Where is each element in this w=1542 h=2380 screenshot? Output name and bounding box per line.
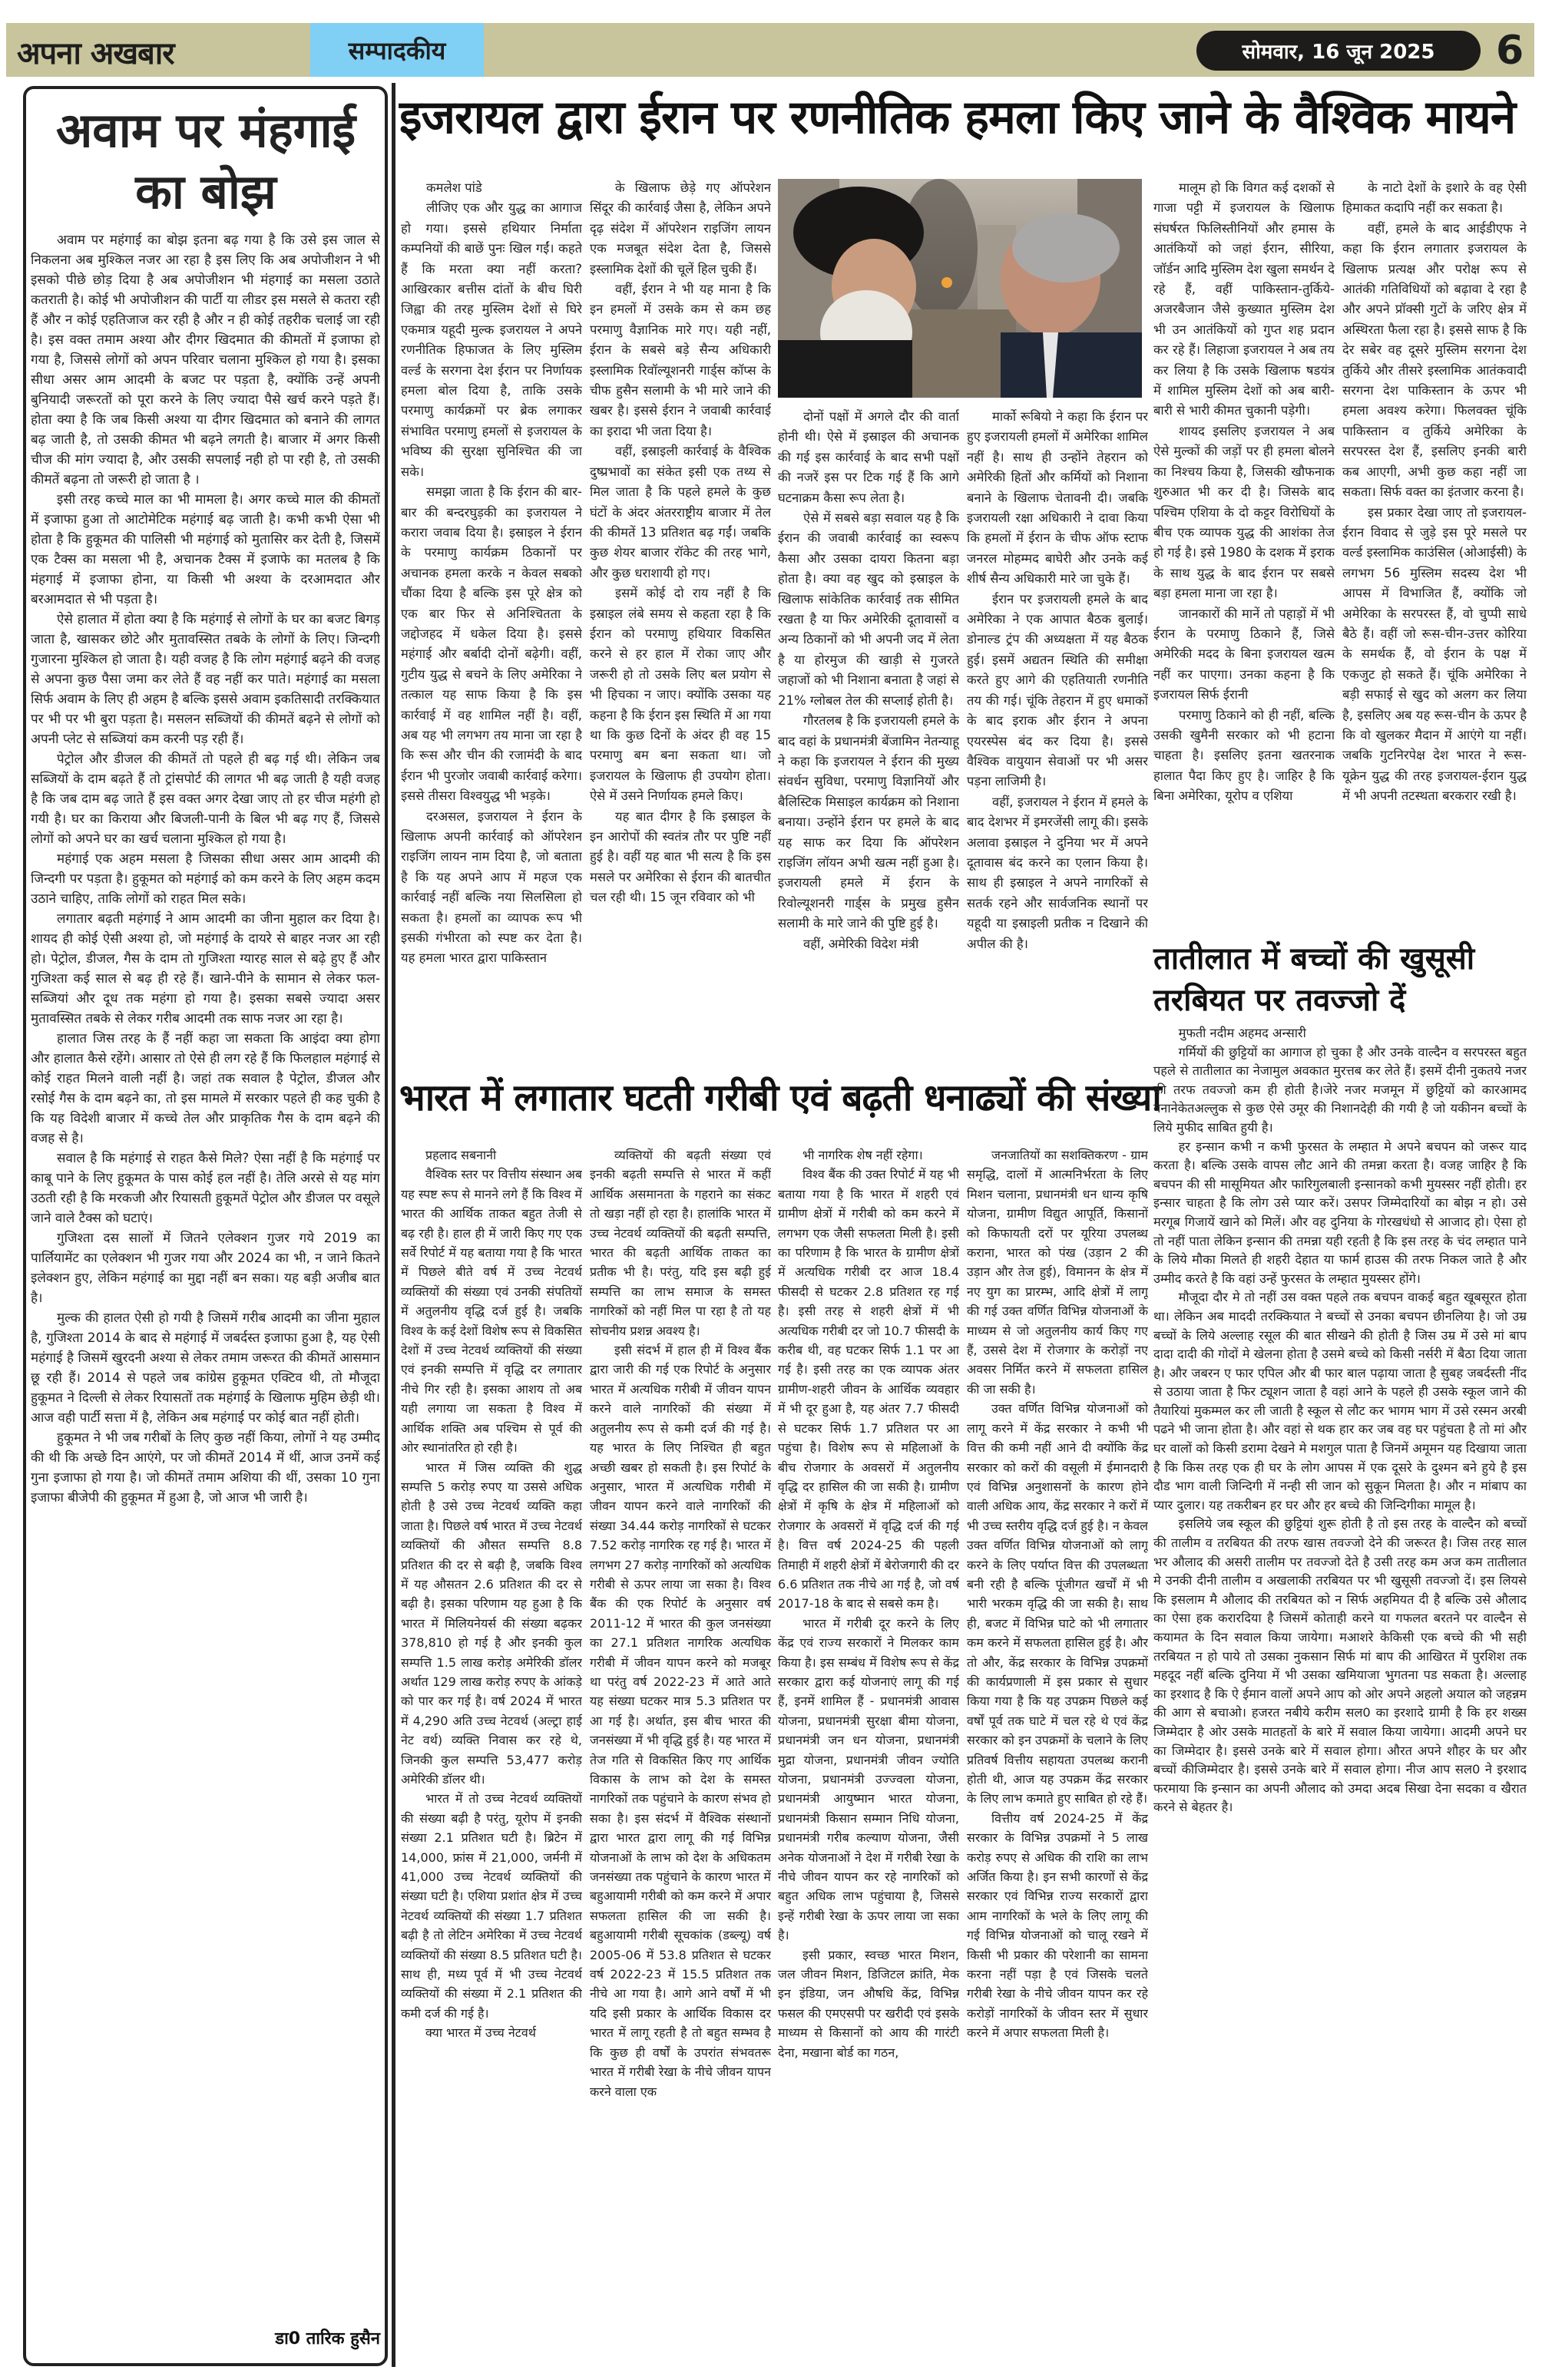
article-paragraph: ऐसे हालात में होता क्या है कि महंगाई से लोगों के घर का बजट बिगड़ जाता है, खासकर छोटे और मुतावस्सित तबके के लोगों के लिए। जिन्दगी गुजारना मुश्किल हो जाता है। यही वजह है कि लोग महंगाई बढ़ने की वजह से अपना कुछ पैसा जमा कर लेते हैं वह नहीं कर पाते। महंगाई का मसला सिर्फ अवाम के लिए ही अहम है बल्कि इससे अवाम इकतिसादी तरक्कियात पर भी पर भी बुरा पड़ता है। मसलन सब्जियों की कीमतें बढ़ने से लोगों को अपनी प्लेट से सब्जियां कम करनी पड़ रही हैं। bbox=[31, 612, 380, 747]
masthead-bar bbox=[6, 23, 1534, 77]
byline: प्रहलाद सबनानी bbox=[425, 1148, 497, 1162]
article-paragraph: भारत में तो उच्च नेटवर्थ व्यक्तियों की संख्या बढ़ी है परंतु, यूरोप में इनकी संख्या 2.1 प्रतिशत घटी है। ब्रिटेन में 14,000, फ्रांस में 21,000, जर्मनी में 41,000 उच्च नेटवर्थ व्यक्तियों की संख्या घटी है। एशिया प्रशांत क्षेत्र में उच्च नेटवर्थ व्यक्तियों की संख्या 1.7 प्रतिशत बढ़ी है तो लेटिन अमेरिका में उच्च नेटवर्थ व्यक्तियों की संख्या 8.5 प्रतिशत घटी है। साथ ही, मध्य पूर्व में भी उच्च नेटवर्थ व्यक्तियों की संख्या में 2.1 प्रतिशत की कमी दर्ज की गई है। bbox=[401, 1791, 582, 2021]
article-paragraph: वहीं, अमेरिकी विदेश मंत्री bbox=[803, 936, 919, 951]
article-paragraph: वहीं, हमले के बाद आईडीएफ ने कहा कि ईरान लगातार इजरायल के खिलाफ प्रत्यक्ष और परोक्ष रूप से आतंकी गतिविधियों को बढ़ावा दे रहा है और अपने प्रॉक्सी गुटों के जरिए क्षेत्र में अस्थिरता फैला रहा है। इससे साफ है कि देर सबेर वह दूसरे मुस्लिम सरगना देश तुर्किये और तीसरे इस्लामिक आतंकवादी सरगना देश पाकिस्तान के ऊपर भी हमला अवश्य करेगा। फिलवक्त चूंकि पाकिस्तान व तुर्किये अमेरिका के सरपरस्त देश हैं, इसलिए इनकी बारी कब आएगी, अभी कुछ कहा नहीं जा सकता। सिर्फ वक्त का इंतजार करना है। bbox=[1342, 220, 1527, 500]
lead-column-6 bbox=[1342, 178, 1527, 927]
article-paragraph: जनजातियों का सशक्तिकरण - ग्राम समृद्धि, दालों में आत्मनिर्भरता के लिए मिशन चलाना, प्रधानमंत्री धन धान्य कृषि योजना, ग्रामीण विद्युत आपूर्ति, किसानों को किफायती दरों पर यूरिया उपलब्ध कराना, भारत को पंख (उड़ान 2 की उड़ान और तेज हुई), विमानन के क्षेत्र में नए युग का प्रारम्भ, आदि क्षेत्रों में लागू की गई उक्त वर्णित विभिन्न योजनाओं के माध्यम से जो अतुलनीय कार्य किए गए हैं, उससे देश में रोजगार के करोड़ों नए अवसर निर्मित करने में सफलता हासिल की जा सकी है। bbox=[967, 1148, 1148, 1397]
poverty-column-2 bbox=[590, 1145, 771, 2366]
article-paragraph: भी नागरिक शेष नहीं रहेगा। bbox=[802, 1148, 923, 1162]
article-paragraph: भारत में जिस व्यक्ति की शुद्ध सम्पत्ति 5 करोड़ रुपए या उससे अधिक होती है उसे उच्च नेटवर्थ व्यक्ति कहा जाता है। पिछले वर्ष भारत में उच्च नेटवर्थ व्यक्तियों की औसत सम्पत्ति 8.8 प्रतिशत की दर से बढ़ी है, जबकि विश्व में यह औसतन 2.6 प्रतिशत की दर से बढ़ी है। इसका परिणाम यह हुआ है कि भारत में मिलियनेयर्स की संख्या बढ़कर 378,810 हो गई है और इनकी कुल सम्पत्ति 1.5 लाख करोड़ अमेरिकी डॉलर अर्थात 129 लाख करोड़ रुपए के आंकड़े को पार कर गई है। वर्ष 2024 में भारत में 4,290 अति उच्च नेटवर्थ (अल्ट्रा हाई नेट वर्थ) व्यक्ति निवास कर रहे थे, जिनकी कुल सम्पत्ति 53,477 करोड़ अमेरिकी डॉलर थी। bbox=[401, 1459, 582, 1787]
children-body bbox=[1153, 1024, 1527, 2329]
article-paragraph: ऐसे में सबसे बड़ा सवाल यह है कि ईरान की जवाबी कार्रवाई का स्वरूप कैसा और उसका दायरा कितना बड़ा होता है। क्या वह खुद को इस्राइल के खिलाफ सांकेतिक कार्रवाई तक सीमित रखता है या फिर अमेरिकी दूतावासों व अन्य ठिकानों को भी अपनी जद में लेता है या होरमुज की खाड़ी से गुजरते जहाजों को भी निशाना बनाता है जहां से 21% ग्लोबल तेल की सप्लाई होती है। bbox=[778, 511, 959, 708]
article-paragraph: इसी संदर्भ में हाल ही में विश्व बैंक द्वारा जारी की गई एक रिपोर्ट के अनुसार भारत में अत्यधिक गरीबी में जीवन यापन करने वाले नागरिकों की संख्या में अतुलनीय रूप से कमी दर्ज की गई है। यह भारत के लिए निश्चित ही बहुत अच्छी खबर हो सकती है। इस रिपोर्ट के अनुसार, भारत में अत्यधिक गरीबी में जीवन यापन करने वाले नागरिकों की संख्या 34.44 करोड़ नागरिकों से घटकर 7.52 करोड़ नागरिक रह गई है। भारत में लगभग 27 करोड़ नागरिकों को अत्यधिक गरीबी से ऊपर लाया जा सका है। विश्व बैंक की एक रिपोर्ट के अनुसार वर्ष 2011-12 में भारत की कुल जनसंख्या का 27.1 प्रतिशत नागरिक अत्यधिक गरीबी में जीवन यापन करने को मजबूर था परंतु वर्ष 2022-23 में आते आते यह संख्या घटकर मात्र 5.3 प्रतिशत पर आ गई है। अर्थात, इस बीच भारत की जनसंख्या में भी वृद्धि हुई है। यह भारत में तेज गति से विकसित किए गए आर्थिक विकास के लाभ को देश के समस्त नागरिकों तक पहुंचाने के कारण संभव हो सका है। इस संदर्भ में वैश्विक संस्थानों द्वारा भारत द्वारा लागू की गई विभिन्न योजनाओं के लाभ को देश के अधिकतम जनसंख्या तक पहुंचाने के कारण भारत में बहुआयामी गरीबी को कम करने में अपार सफलता हासिल की जा सकी है। बहुआयामी गरीबी सूचकांक (डब्ल्यू) वर्ष 2005-06 में 53.8 प्रतिशत से घटकर वर्ष 2022-23 में 15.5 प्रतिशत तक नीचे आ गया है। आगे आने वर्षों में भी यदि इसी प्रकार के आर्थिक विकास दर भारत में लागू रहती है तो बहुत सम्भव है कि कुछ ही वर्षों के उपरांत संभवतरू भारत में गरीबी रेखा के नीचे जीवन यापन करने वाला एक bbox=[590, 1343, 771, 2099]
poverty-headline: भारत में लगातार घटती गरीबी एवं बढ़ती धनाढ्यों की संख्या bbox=[399, 1076, 1161, 1119]
article-paragraph: इसी तरह कच्चे माल का भी मामला है। अगर कच्चे माल की कीमतों में इजाफा हुआ तो आटोमेटिक महंगाई बढ़ जाती है। कभी कभी ऐसा भी होता है कि हुकूमत की पालिसी भी महंगाई को मुतासिर कर देती है, जिसमें एक टैक्स का मसला भी है, अचानक टैक्स में इजाफे का मतलब है कि मंहगाई में इजाफा होना, या किसी भी अश्या के दरआमदात और बरआमदात से भी पड़ता है। bbox=[31, 492, 380, 607]
article-paragraph: इस प्रकार देखा जाए तो इजरायल-ईरान विवाद से जुड़े इस पूरे मसले पर वर्ल्ड इस्लामिक काउंसिल (ओआईसी) के लगभग 56 मुस्लिम सदस्य देश भी आपस में विभाजित हैं, क्योंकि जो अमेरिका के सरपरस्त हैं, वो चुप्पी साधे बैठे हैं। वहीं जो रूस-चीन-उत्तर कोरिया के समर्थक हैं, वो ईरान के पक्ष में एकजुट हो सकते हैं। चूंकि अमेरिका ने बड़ी सफाई से खुद को अलग कर लिया है, इसलिए अब यह रूस-चीन के ऊपर है कि वो खुलकर मैदान में आएंगे या नहीं। जबकि गुटनिरपेक्ष देश भारत ने रूस-यूक्रेन युद्ध की तरह इजरायल-ईरान युद्ध में भी अपनी तटस्थता बरकरार रखी है। bbox=[1342, 504, 1527, 804]
editorial-body bbox=[31, 230, 380, 2296]
article-paragraph: पेट्रोल और डीजल की कीमतें तो पहले ही बढ़ गई थी। लेकिन जब सब्जियों के दाम बढ़ते हैं तो ट्रांसपोर्ट की लागत भी बढ़ जाती है यही वजह है कि जब दाम बढ़ जाते हैं इस वक्त अगर देखा जाए तो हर चीज महंगी हो गयी है। घर का किराया और बिजली-पानी के बिल भी बढ़ गए हैं, जिससे लोगों को अपने घर का खर्च चलाना मुश्किल हो गया है। bbox=[31, 752, 380, 847]
section-tag: सम्पादकीय bbox=[310, 23, 484, 77]
editorial-author: डा0 तारिक हुसैन bbox=[275, 2329, 380, 2349]
article-paragraph: वहीं, ईरान ने भी यह माना है कि इन हमलों में उसके कम से कम छह परमाणु वैज्ञानिक मारे गए। यही नहीं, ईरान के सबसे बड़े सैन्य अधिकारी इस्लामिक रिवॉल्यूशनरी गार्ड्स कॉप्स के चीफ हुसैन सलामी के भी मारे जाने की खबर है। इससे ईरान ने जवाबी कार्रवाई का इरादा भी जता दिया है। bbox=[590, 282, 771, 438]
article-paragraph: भारत में गरीबी दूर करने के लिए केंद्र एवं राज्य सरकारों ने मिलकर काम किया है। इस सम्बंध में विशेष रूप से केंद्र सरकार द्वारा कई योजनाएं लागू की गई हैं, इनमें शामिल हैं - प्रधानमंत्री आवास योजना, प्रधानमंत्री सुरक्षा बीमा योजना, प्रधानमंत्री जन धन योजना, प्रधानमंत्री मुद्रा योजना, प्रधानमंत्री जीवन ज्योति योजना, प्रधानमंत्री उज्ज्वला योजना, प्रधानमंत्री आयुष्मान भारत योजना, प्रधानमंत्री किसान सम्मान निधि योजना, प्रधानमंत्री गरीब कल्याण योजना, जैसी अनेक योजनाओं ने देश में गरीबी रेखा के नीचे जीवन यापन कर रहे नागरिकों को बहुत अधिक लाभ पहुंचाया है, जिससे इन्हें गरीबी रेखा के ऊपर लाया जा सका है। bbox=[778, 1615, 959, 1943]
leaders-photo bbox=[778, 179, 1142, 398]
article-paragraph: इसलिये जब स्कूल की छुट्टियां शुरू होती है तो इस तरह के वाल्दैन को बच्चों की तालीम व तरबियत की तरफ खास तवज्जो देने की जरूरत है। जिस तरह साल भर औलाद की असरी तालीम पर तवज्जो देते है उसी तरह कम अज कम तातीलात मे उनकी दीनी तालीम व अखलाकी तरबियत पर भी खुसूसी तवज्जो दें। इस लियसे कि इसलाम मै औलाद की तरबियत को न सिर्फ अहमियत दी है बल्कि उसे औलाद का ऐसा हक करारदिया है जिसमें कोताही करने या गफलत बरतने पर वाल्दैन से कयामत के दिन सवाल किया जायेगा। मआशरे केकिसी एक बच्चे की भी सही तरबियत न हो पाये तो उसका नुकसान सिर्फ मां बाप की आखिरत में पुरशिश तक महदूद नहीं बल्कि दुनिया में भी उसका खमियाजा भुगतना पड सकता है। अल्लाह का इरशाद है कि ऐ ईमान वालों अपने आप को ओर अपने अहलो अयाल को जहन्नम की आग से बचाओ। हजरत नबीये करीम सल0 का इरशादे ग्रामी है कि हर शख्स जिम्मेदार है ओर उसके मातहतों के बारे में सवाल किया जायेगा। आदमी अपने घर का जिम्मेदार है। इससे उनके बारे में सवाल होगा। औरत अपने शौहर के घर और बच्चों कीजिम्मेदार है। इससे उनके बारे में सवाल होगा। नीज आप सल0 ने इरशाद फरमाया कि इन्सान का अपनी औलाद को उमदा अदब सिखा देना सदका व खैरात करने से बेहतर है। bbox=[1153, 1516, 1527, 1815]
poverty-column-1 bbox=[401, 1145, 582, 2366]
lead-column-1 bbox=[401, 178, 582, 1069]
newspaper-brand: अपना अखबार bbox=[17, 36, 174, 71]
children-headline: तातीलात में बच्चों की खुसूसी तरबियत पर तवज्जो दें bbox=[1153, 941, 1475, 1018]
page-number: 6 bbox=[1496, 28, 1524, 74]
article-paragraph: मौजूदा दौर मे तो नहीं उस वक्त पहले तक बचपन वाकई बहुत खूबसूरत होता था। लेकिन अब माददी तरक्कियात ने बच्चों से उनका बचपन छीनलिया है। जो उम्र बच्चों के लिये अल्लाह रसूल की बात सीखने की होती है जिस उम्र में उसे मां बाप दादा दादी की गोदों मे खेलना होता है उसमे बच्चे को किसी नर्सरी में बैठा दिया जाता है। और जबरन ए फार एपिल और बी फार बाल पढ़ाया जाता है सुबह जबर्दस्ती नींद से उठाया जाता है फिर ट्यूशन जाता है वहां आने के पहले ही उसके स्कूल जाने की तैयारियां मुकम्मल कर ली जाती है स्कूल से लौट कर भागम भाग में उसे रस्मन अरबी पढने भी जाना होता है। और वहां से थक हार कर जब वह घर पहुंचता है तो मां और घर वालों को किसी डरामा देखने मे मशगुल पाता है जिनमें अमूमन यह दिखाया जाता है कि किस तरह एक ही घर के लोग आपस में एक दूसरे के दुश्मन बने हुये है इस दौड भाग वाली जिन्दिगी में नन्ही सी जान को सुकून मिलता है। और न मांबाप का प्यार दुलार। यह तकरीबन हर घर और हर बच्चे की जिन्दिगीका मामूल है। bbox=[1153, 1290, 1527, 1512]
article-paragraph: सवाल है कि महंगाई से राहत कैसे मिले? ऐसा नहीं है कि महंगाई पर काबू पाने के लिए हुकूमत के पास कोई हल नहीं है। तेलि अरसे से यह मांग उठती रही है कि मरकजी और रियासती हुकूमतें पेट्रोल और डीजल पर वसूले जाने वाले टैक्स को घटाएं। bbox=[31, 1151, 380, 1226]
article-paragraph: व्यक्तियों की बढ़ती संख्या एवं इनकी बढ़ती सम्पत्ति से भारत में कहीं आर्थिक असमानता के गहराने का संकट तो खड़ा नहीं हो रहा है। हालांकि भारत में उच्च नेटवर्थ व्यक्तियों की बढ़ती सम्पत्ति, भारत की बढ़ती आर्थिक ताकत का प्रतीक भी है। परंतु, यदि इस बढ़ी हुई सम्पत्ति का लाभ समाज के समस्त नागरिकों को नहीं मिल पा रहा है तो यह सोचनीय प्रशन्न अवश्य है। bbox=[590, 1148, 771, 1338]
article-paragraph: हुकूमत ने भी जब गरीबों के लिए कुछ नहीं किया, लोगों ने यह उम्मीद की थी कि अच्छे दिन आएंगे, पर जो कीमतें 2014 में थीं, आज उनमें कई गुना इजाफा हो गया है। जो कीमतें तमाम अशिया की थीं, उसका 10 गुना इजाफा बीजेपी की हुकूमत में हुआ है, जो आज भी जारी है। bbox=[31, 1430, 380, 1506]
date-badge: सोमवार, 16 जून 2025 bbox=[1196, 31, 1481, 71]
article-paragraph: वित्तीय वर्ष 2024-25 में केंद्र सरकार के विभिन्न उपक्रमों ने 5 लाख करोड़ रुपए से अधिक की राशि का लाभ अर्जित किया है। इन सभी कारणों से केंद्र सरकार एवं विभिन्न राज्य सरकारों द्वारा आम नागरिकों के भले के लिए लागू की गई विभिन्न योजनाओं को चालू रखने में किसी भी प्रकार की परेशानी का सामना करना नहीं पड़ा है एवं जिसके चलते गरीबी रेखा के नीचे जीवन यापन कर रहे करोड़ों नागरिकों के जीवन स्तर में सुधार करने में अपार सफलता मिली है। bbox=[967, 1810, 1148, 2041]
poverty-column-4 bbox=[967, 1145, 1148, 2366]
article-paragraph: ईरान पर इजरायली हमले के बाद अमेरिका ने एक आपात बैठक बुलाई। डोनाल्ड ट्रंप की अध्यक्षता में यह बैठक हुई। इसमें अद्यतन स्थिति की समीक्षा करते हुए आगे की एहतियाती रणनीति तय की गई। चूंकि तेहरान में हुए धमाकों के बाद इराक और ईरान ने अपना एयरस्पेस बंद कर दिया है। इससे वैश्विक वायुयान सेवाओं पर भी असर पड़ना लाजिमी है। bbox=[967, 591, 1148, 789]
lead-column-4 bbox=[967, 407, 1148, 1069]
lead-column-5 bbox=[1153, 178, 1335, 927]
article-paragraph: इसी प्रकार, स्वच्छ भारत मिशन, जल जीवन मिशन, डिजिटल क्रांति, मेक इन इंडिया, जन औषधि केंद्र, विभिन्न फसल की एमएसपी पर खरीदी एवं इसके माध्यम से किसानों को आय की गारंटी देना, मखाना बोर्ड का गठन, bbox=[778, 1947, 959, 2060]
article-paragraph: के नाटो देशों के इशारे के वह ऐसी हिमाकत कदापि नहीं कर सकता है। bbox=[1342, 180, 1527, 216]
article-paragraph: लीजिए एक और युद्ध का आगाज हो गया। इससे हथियार निर्माता कम्पनियों की बाछें पुनः खिल गईं। कहते हैं कि मरता क्या नहीं करता? आखिरकार बत्तीस दांतों के बीच घिरी जिह्वा की तरह मुस्लिम देशों से घिरे एकमात्र यहूदी मुल्क इजरायल ने अपने रणनीतिक हिफाजत के लिए मुस्लिम वर्ल्ड के सरगना देश ईरान पर निर्णायक हमला बोल दिया है, ताकि उसके परमाणु कार्यक्रमों पर ब्रेक लगाकर संभावित परमाणु हमलों से इजरायल के भविष्य की सुरक्षा सुनिश्चित की जा सके। bbox=[401, 200, 582, 479]
article-paragraph: इसमें कोई दो राय नहीं है कि इस्राइल लंबे समय से कहता रहा है कि ईरान को परमाणु हथियार विकसित करने से हर हाल में रोका जाए और जरूरी हो तो उसके लिए बल प्रयोग से भी हिचका न जाए। क्योंकि उसका यह कहना है कि ईरान इस स्थिति में आ गया था कि कुछ दिनों के अंदर ही वह 15 परमाणु बम बना सकता था। जो इजरायल के खिलाफ ही उपयोग होता। ऐसे में उसने निर्णायक हमले किए। bbox=[590, 586, 771, 804]
article-paragraph: यह बात दीगर है कि इस्राइल के इन आरोपों की स्वतंत्र तौर पर पुष्टि नहीं हुई है। वहीं यह बात भी सत्य है कि इस मसले पर अमेरिका से ईरान की बातचीत चल रही थी। 15 जून रविवार को भी bbox=[590, 808, 771, 905]
article-paragraph: गौरतलब है कि इजरायली हमले के बाद वहां के प्रधानमंत्री बेंजामिन नेतन्याहू ने कहा कि इजरायल ने ईरान की मुख्य संवर्धन सुविधा, परमाणु विज्ञानियों और बैलिस्टिक मिसाइल कार्यक्रम को निशाना बनाया। उन्होंने ईरान पर हमले के बाद यह साफ कर दिया कि ऑपरेशन राइजिंग लॉयन अभी खत्म नहीं हुआ है। इजरायली हमले में ईरान के रिवोल्यूशनरी गार्ड्स के प्रमुख हुसैन सलामी के मारे जाने की पुष्टि हुई है। bbox=[778, 713, 959, 931]
lead-column-3 bbox=[778, 407, 959, 1069]
article-paragraph: जानकारों की मानें तो पहाड़ों में भी ईरान के परमाणु ठिकाने हैं, जिसे अमेरिकी मदद के बिना इजरायल खत्म नहीं कर पाएगा। उनका कहना है कि इजरायल सिर्फ ईरानी bbox=[1153, 606, 1335, 702]
editorial-title: अवाम पर मंहगाई का बोझ bbox=[55, 102, 356, 220]
article-paragraph: गुजिश्ता दस सालों में जितने एलेक्शन गुजर गये 2019 का पार्लियामेंट का एलेक्शन भी गुजर गया और 2024 का भी, न जाने कितने इलेक्शन हुए, लेकिन महंगाई का मुद्दा नहीं बन सका। यह बड़ी अजीब बात है। bbox=[31, 1231, 380, 1306]
leaders-photo-illustration bbox=[778, 179, 1142, 398]
article-paragraph: लगातार बढ़ती महंगाई ने आम आदमी का जीना मुहाल कर दिया है। शायद ही कोई ऐसी अश्या हो, जो महंगाई के दायरे से बाहर नजर आ रही हो। पेट्रोल, डीजल, गैस के दाम तो गुजिश्ता ग्यारह साल से बढ़े हुए हैं और गुजिश्ता कई साल से बढ़ ही रहे हैं। खाने-पीने के सामान से लेकर फल-सब्जियां और दूध तक महंगा हो गया है। इसका सबसे ज्यादा असर मुतावस्सित तबके से लेकर गरीब आदमी तक साफ नजर आ रहा है। bbox=[31, 911, 380, 1026]
article-paragraph: मालूम हो कि विगत कई दशकों से गाजा पट्टी में इजरायल के खिलाफ संघर्षरत फिलिस्तीनियों और हमास के आतंकियों को जहां ईरान, सीरिया, जॉर्डन आदि मुस्लिम देश खुला समर्थन दे रहे हैं, वहीं पाकिस्तान-तुर्किये-अजरबैजान जैसे कुख्यात मुस्लिम देश भी उन आतंकियों को गुप्त शह प्रदान कर रहे हैं। लिहाजा इजरायल ने अब तय कर लिया है कि उसके खिलाफ षडयंत्र में शामिल मुस्लिम देशों को अब बारी-बारी से भारी कीमत चुकानी पड़ेगी। bbox=[1153, 180, 1335, 418]
article-paragraph: वहीं, इस्राइली कार्रवाई के वैश्विक दुष्प्रभावों का संकेत इसी एक तथ्य से मिल जाता है कि पहले हमले के कुछ घंटों के अंदर अंतरराष्ट्रीय बाजार में तेल की कीमतें 13 प्रतिशत बढ़ गईं। जबकि कुछ शेयर बाजार रॉकेट की तरह भागे, और कुछ धराशायी हो गए। bbox=[590, 444, 771, 580]
lead-column-2 bbox=[590, 178, 771, 1069]
article-paragraph: गर्मियों की छुट्टियों का आगाज हो चुका है और उनके वाल्दैन व सरपरस्त बहुत पहले से तातीलात का नेजामुल अवकात मुरत्तब कर लेते हैं। इसमें दीनी नुकतये नजर की तरफ तवज्जो कम ही होती है।जेरे नजर मजमून में छुट्टियों को कारआमद बनानेकेतअल्लुक से कुछ ऐसे उमूर की निशानदेही की गयी है जो यकीनन बच्चों के लिये मुफीद साबित हुयी है। bbox=[1153, 1044, 1527, 1135]
article-paragraph: अवाम पर महंगाई का बोझ इतना बढ़ गया है कि उसे इस जाल से निकलना अब मुश्किल नजर आ रहा है इस लिए कि अब अपोजीशन ने भी इसको पीछे छोड़ दिया है अब अपोजीशन भी मंहगाई का मसला उठाते कतराती है। कोई भी अपोजीशन की पार्टी या लीडर इस मसले से कतरा रही हैं और न कोई एहतिजाज कर रही है और न ही कोई तहरीक चलाई जा रही है। इस वक्त तमाम अश्या और दीगर खिदमात की कीमतों में इजाफा हो गया है, जिससे लोगों को अपन परिवार चलाना मुश्किल हो गया है। इसका सीधा असर आम आदमी के बजट पर पड़ता है, क्योंकि उन्हें अपनी बुनियादी जरूरतों को पूरा करने के लिए ज्यादा पैसे खर्च करने पड़ते हैं। होता क्या है कि जब किसी अश्या या दीगर खिदमात को बनाने की लागत बढ़ जाती है, तो उसकी कीमत भी बढ़ने लगती है। बाजार में अगर किसी चीज की मांग ज्यादा है, और उसकी सपलाई नही हो पा रही है, तो उसकी कीमतें बढ़ना तो जरूरी हो जाता है । bbox=[31, 233, 380, 488]
article-paragraph: उक्त वर्णित विभिन्न योजनाओं को लागू करने में केंद्र सरकार ने कभी भी वित्त की कमी नहीं आने दी क्योंकि केंद्र सरकार को करों की वसूली में ईमानदारी एवं विभिन्न अनुशासनों के कारण होने वाली अधिक आय, केंद्र सरकार ने करों में भी उच्च स्तरीय वृद्धि दर्ज हुई है। न केवल उक्त वर्णित विभिन्न योजनाओं को लागू करने के लिए पर्याप्त वित्त की उपलब्धता बनी रही है बल्कि पूंजीगत खर्चों में भी भारी भरकम वृद्धि की जा सकी है। साथ ही, बजट में विभिन्न घाटे को भी लगातार कम करने में सफलता हासिल हुई है। और तो और, केंद्र सरकार के विभिन्न उपक्रमों की कार्यप्रणाली में इस प्रकार से सुधार किया गया है कि यह उपक्रम पिछले कई वर्षों पूर्व तक घाटे में चल रहे थे एवं केंद्र सरकार को इन उपक्रमों के चलाने के लिए प्रतिवर्ष वित्तीय सहायता उपलब्ध करानी होती थी, आज यह उपक्रम केंद्र सरकार के लिए लाभ कमाते हुए साबित हो रहे हैं। bbox=[967, 1401, 1148, 1806]
article-paragraph: हर इन्सान कभी न कभी फुरसत के लम्हात मे अपने बचपन को जरूर याद करता है। बल्कि उसके वापस लौट आने की तमन्ना करता है। वजह जाहिर है कि बचपन की सी मासूमियत और फारिगुलबाली इन्सानको कभी मुयस्सर नहीं होती। हर इन्सार चाहता है कि लोग उसे प्यार करें। उसपर जिम्मेदारियों का बोझ न हो। उसे मरगूब गिजायें खाने को मिलें। और वह दुनिया के गोरखधंधो से आजाद हो। ऐसा हो तो नहीं पाता लेकिन इन्सान की तमन्ना यही रहती है कि इस तरह के चंद लम्हात पाने के लिये मौका मिलते ही शहरी देहात या फार्म हाउस की तरफ निकल जाते है और उम्मीद करते है कि वहां उन्हें फुरसत के लम्हात मुयस्सर होंगे। bbox=[1153, 1139, 1527, 1286]
article-paragraph: समझा जाता है कि ईरान की बार-बार की बन्दरघुड़की का इजरायल ने करारा जवाब दिया है। इस्राइल ने ईरान के परमाणु कार्यक्रम ठिकानों पर अचानक हमला करके न केवल सबको चौंका दिया है बल्कि इस पूरे क्षेत्र को एक बार फिर से अनिश्चितता के जद्दोजहद में धकेल दिया है। इससे महंगाई और बर्बादी दोनों बढ़ेगी। वहीं, गुटीय युद्ध से बचने के लिए अमेरिका ने तत्काल यह साफ किया है कि इस कार्रवाई में वह शामिल नहीं है। वहीं, अब यह भी लगभग तय माना जा रहा है कि रूस और चीन की रजामंदी के बाद ईरान भी पुरजोर जवाबी कार्रवाई करेगा। इससे तीसरा विश्वयुद्ध भी भड़के। bbox=[401, 484, 582, 804]
article-paragraph: विश्व बैंक की उक्त रिपोर्ट में यह भी बताया गया है कि भारत में शहरी एवं ग्रामीण क्षेत्रों में गरीबी को कम करने में लगभग एक जैसी सफलता मिली है। इसी का परिणाम है कि भारत के ग्रामीण क्षेत्रों में अत्यधिक गरीबी दर आज 18.4 फीसदी से घटकर 2.8 प्रतिशत रह गई है। इसी तरह से शहरी क्षेत्रों में भी अत्यधिक गरीबी दर जो 10.7 फीसदी के करीब थी, वह घटकर सिर्फ 1.1 पर आ गई है। इसी तरह का एक व्यापक अंतर ग्रामीण-शहरी जीवन के आर्थिक व्यवहार में भी दूर हुआ है, यह अंतर 7.7 फीसदी से घटकर सिर्फ 1.7 प्रतिशत पर आ पहुंचा है। विशेष रूप से महिलाओं के बीच रोजगार के अवसरों में अतुलनीय वृद्धि दर हासिल की जा सकी है। ग्रामीण क्षेत्रों में कृषि के क्षेत्र में महिलाओं को रोजगार के अवसरों में वृद्धि दर्ज की गई है। वित्त वर्ष 2024-25 की पहली तिमाही में शहरी क्षेत्रों में बेरोजगारी की दर 6.6 प्रतिशत तक नीचे आ गई है, जो वर्ष 2017-18 के बाद से सबसे कम है। bbox=[778, 1167, 959, 1611]
column-divider bbox=[392, 83, 395, 2367]
article-paragraph: परमाणु ठिकाने को ही नहीं, बल्कि उसकी खुमैनी सरकार को भी हटाना चाहता है। इसलिए इतना खतरनाक हालात पैदा किए हुए है। जाहिर है कि बिना अमेरिका, यूरोप व एशिया bbox=[1153, 707, 1335, 804]
article-paragraph: दोनों पक्षों में अगले दौर की वार्ता होनी थी। ऐसे में इस्राइल की अचानक की गई इस कार्रवाई के बाद सभी पक्षों की नजरें इस पर टिक गई हैं कि आगे घटनाक्रम कैसा रूप लेता है। bbox=[778, 409, 959, 505]
article-paragraph: हालात जिस तरह के हैं नहीं कहा जा सकता कि आइंदा क्या होगा और हालात कैसे रहेंगे। आसार तो ऐसे ही लग रहे हैं कि फिलहाल महंगाई से कोई राहत मिलने वाली नहीं है। जहां तक सवाल है पेट्रोल, डीजल और रसोई गैस के दाम बढ़ने का, तो इस मामले में सरकार पहले ही कह चुकी है कि यह विदेशी बाजार में कच्चे तेल और प्राकृतिक गैस के दाम बढ़ने की वजह से है। bbox=[31, 1031, 380, 1146]
article-paragraph: क्या भारत में उच्च नेटवर्थ bbox=[425, 2025, 536, 2041]
article-paragraph: मुल्क की हालत ऐसी हो गयी है जिसमें गरीब आदमी का जीना मुहाल है, गुजिश्ता 2014 के बाद से महंगाई में जबर्दस्त इजाफा हुआ है, यह ऐसी महंगाई है जिसमें खुरदनी अश्या से लेकर तमाम जरूरत की कीमतें आसमान छू रही हैं। 2014 से पहले जब कांग्रेस हुकूमत एक्टिव थी, तो मौजूदा हुकूमत ने दिल्ली से लेकर रियासतों तक महंगाई के खिलाफ मुहिम छेड़ी थी। आज वही पार्टी सत्ता में है, लेकिन अब महंगाई पर कोई बात नहीं होती। bbox=[31, 1311, 380, 1426]
poverty-column-3 bbox=[778, 1145, 959, 2366]
lead-headline: इजरायल द्वारा ईरान पर रणनीतिक हमला किए जाने के वैश्विक मायने bbox=[399, 91, 1516, 144]
byline: मुफती नदीम अहमद अन्सारी bbox=[1178, 1026, 1306, 1040]
byline: कमलेश पांडे bbox=[426, 180, 482, 195]
article-paragraph: महंगाई एक अहम मसला है जिसका सीधा असर आम आदमी की जिन्दगी पर पड़ता है। हुकूमत को महंगाई को कम करने के लिए अहम कदम उठाने चाहिए, ताकि लोगों को राहत मिल सके। bbox=[31, 851, 380, 907]
article-paragraph: वहीं, इजरायल ने ईरान में हमले के बाद देशभर में इमरजेंसी लागू की। इसके अलावा इस्राइल ने दुनिया भर में अपने दूतावास बंद करने का एलान किया है। साथ ही इस्राइल ने अपने नागरिकों से सतर्क रहने और सार्वजनिक स्थानों पर यहूदी या इस्राइली प्रतीक न दिखाने की अपील की है। bbox=[967, 794, 1148, 951]
article-paragraph: मार्को रूबियो ने कहा कि ईरान पर हुए इजरायली हमलों में अमेरिका शामिल नहीं है। साथ ही उन्होंने तेहरान को अमेरिकी हितों और कर्मियों को निशाना बनाने के खिलाफ चेतावनी दी। जबकि इजरायली रक्षा अधिकारी ने दावा किया कि हमलों में ईरान के चीफ ऑफ स्टाफ जनरल मोहम्मद बाघेरी और उनके कई शीर्ष सैन्य अधिकारी मारे जा चुके हैं। bbox=[967, 409, 1148, 587]
article-paragraph: के खिलाफ छेड़े गए ऑपरेशन सिंदूर की कार्रवाई जैसा है, लेकिन अपने दृढ़ संदेश में ऑपरेशन राइजिंग लायन एक मजबूत संदेश देता है, जिससे इस्लामिक देशों की चूलें हिल चुकी हैं। bbox=[590, 180, 771, 276]
article-paragraph: वैश्विक स्तर पर वित्तीय संस्थान अब यह स्पष्ट रूप से मानने लगे हैं कि विश्व में भारत की आर्थिक ताकत बहुत तेजी से बढ़ रही है। हाल ही में जारी किए गए एक सर्वे रिपोर्ट में यह बताया गया है कि भारत में पिछले बीते वर्ष में उच्च नेटवर्थ व्यक्तियों की संख्या एवं उनकी संपतियों में अतुलनीय वृद्धि दर्ज हुई है। जबकि विश्व के कई देशों विशेष रूप से विकसित देशों में उच्च नेटवर्थ व्यक्तियों की संख्या एवं इनकी सम्पत्ति में वृद्धि दर लगातार नीचे गिर रही है। इसका आशय तो अब यही लगाया जा सकता है विश्व में आर्थिक शक्ति अब पश्चिम से पूर्व की ओर स्थानांतरित हो रही है। bbox=[401, 1167, 582, 1456]
article-paragraph: दरअसल, इजरायल ने ईरान के खिलाफ अपनी कार्रवाई को ऑपरेशन राइजिंग लायन नाम दिया है, जो बताता है कि यह अपने आप में महज एक कार्रवाई नहीं बल्कि नया सिलसिला हो सकता है। हमलों का व्यापक रूप भी इसकी गंभीरता को स्पष्ट कर देता है। यह हमला भारत द्वारा पाकिस्तान bbox=[401, 808, 582, 966]
article-paragraph: शायद इसलिए इजरायल ने अब ऐसे मुल्कों की जड़ों पर ही हमला बोलने का निश्चय किया है, जिसकी खौफनाक शुरुआत भी कर दी है। जिसके बाद पश्चिम एशिया के दो कट्टर विरोधियों के बीच एक व्यापक युद्ध की आशंका तेज हो गई है। इसे 1980 के दशक में इराक के साथ युद्ध के बाद ईरान पर सबसे बड़ा हमला माना जा रहा है। bbox=[1153, 423, 1335, 601]
